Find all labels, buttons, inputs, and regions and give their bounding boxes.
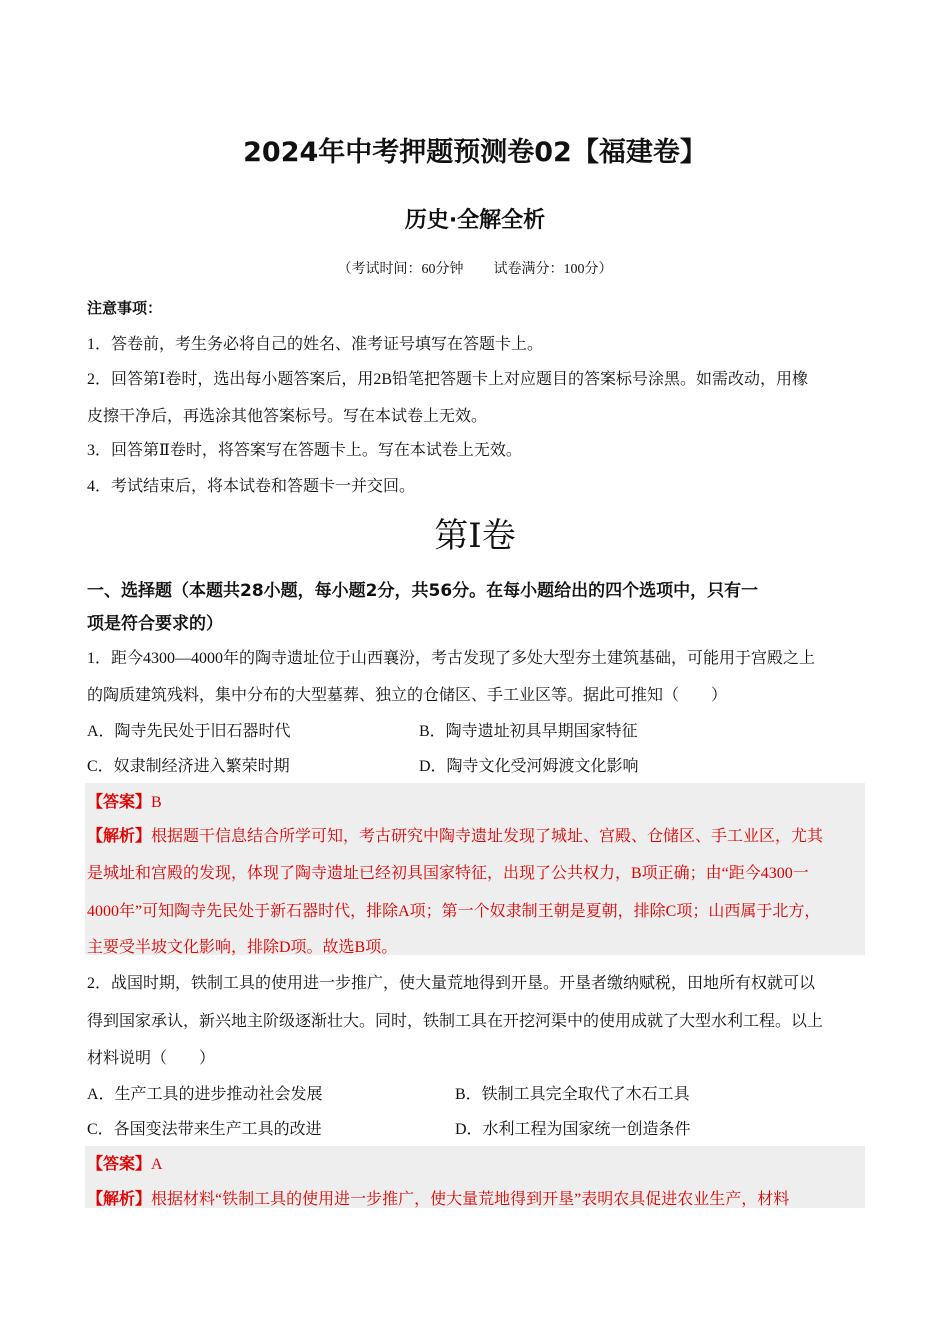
analysis-text: 4000年”可知陶寺先民处于新石器时代，排除A项；第一个奴隶制王朝是夏朝，排除C项；山西属于北方， (87, 903, 821, 920)
notice-heading: 注意事项： (87, 299, 163, 317)
answer-tag: 【答案】 (87, 1156, 152, 1173)
notice-item: 2．回答第Ⅰ卷时，选出每小题答案后，用2B铅笔把答题卡上对应题目的答案标号涂黑。如需改动，用橡 (87, 371, 808, 388)
question-stem: 得到国家承认，新兴地主阶级逐渐壮大。同时，铁制工具在开挖河渠中的使用成就了大型水利工程。以上 (87, 1013, 824, 1030)
option-c: C．奴隶制经济进入繁荣时期 (87, 758, 290, 775)
page-subtitle: 历史·全解全析 (404, 208, 546, 233)
analysis-text: 主要受半坡文化影响，排除D项。故选B项。 (87, 939, 398, 956)
notice-item: 3．回答第Ⅱ卷时，将答案写在答题卡上。写在本试卷上无效。 (87, 442, 522, 459)
analysis-text: 根据材料“铁制工具的使用进一步推广，使大量荒地得到开垦”表明农具促进农业生产，材料 (151, 1191, 790, 1208)
notice-item: 1．答卷前，考生务必将自己的姓名、准考证号填写在答题卡上。 (87, 336, 544, 353)
notice-item: 4．考试结束后，将本试卷和答题卡一并交回。 (87, 478, 416, 495)
section-heading: 项是符合要求的） (87, 614, 223, 634)
option-c: C．各国变法带来生产工具的改进 (87, 1121, 322, 1138)
answer-value: A (151, 1156, 163, 1173)
answer-tag: 【答案】 (87, 794, 152, 811)
analysis-tag: 【解析】 (87, 828, 152, 845)
exam-time: （考试时间：60分钟 (337, 262, 464, 277)
volume-title: 第Ⅰ卷 (434, 518, 516, 555)
option-d: D．陶寺文化受河姆渡文化影响 (419, 758, 639, 775)
section-heading: 一、选择题（本题共28小题，每小题2分，共56分。在每小题给出的四个选项中，只有一 (87, 581, 759, 601)
analysis-tag: 【解析】 (87, 1191, 152, 1208)
option-b: B．铁制工具完全取代了木石工具 (455, 1086, 690, 1103)
question-stem: 的陶质建筑残料，集中分布的大型墓葬、独立的仓储区、手工业区等。据此可推知（ ） (87, 687, 728, 704)
question-stem: 1．距今4300—4000年的陶寺遗址位于山西襄汾，考古发现了多处大型夯土建筑基础，可能用于宫殿之上 (87, 650, 816, 667)
answer-line (87, 1151, 163, 1174)
question-stem: 2．战国时期，铁制工具的使用进一步推广，使大量荒地得到开垦。开垦者缴纳赋税，田地所有权就可以 (87, 975, 816, 992)
analysis-line (87, 823, 823, 846)
answer-line (87, 789, 162, 812)
option-a: A．陶寺先民处于旧石器时代 (87, 723, 291, 740)
notice-item: 皮擦干净后，再选涂其他答案标号。写在本试卷上无效。 (87, 408, 488, 425)
option-b: B．陶寺遗址初具早期国家特征 (419, 723, 638, 740)
exam-score: 试卷满分：100分） (493, 262, 613, 277)
page-title: 2024年中考押题预测卷02【福建卷】 (243, 137, 707, 168)
analysis-line (87, 1186, 789, 1209)
question-stem: 材料说明（ ） (87, 1050, 216, 1067)
option-d: D．水利工程为国家统一创造条件 (455, 1121, 691, 1138)
option-a: A．生产工具的进步推动社会发展 (87, 1086, 323, 1103)
analysis-text: 根据题干信息结合所学可知，考古研究中陶寺遗址发现了城址、宫殿、仓储区、手工业区，尤其 (151, 828, 824, 845)
answer-value: B (151, 794, 162, 811)
analysis-text: 是城址和宫殿的发现，体现了陶寺遗址已经初具国家特征，出现了公共权力，B项正确；由“距今4300一 (87, 865, 809, 882)
exam-info (0, 258, 950, 278)
